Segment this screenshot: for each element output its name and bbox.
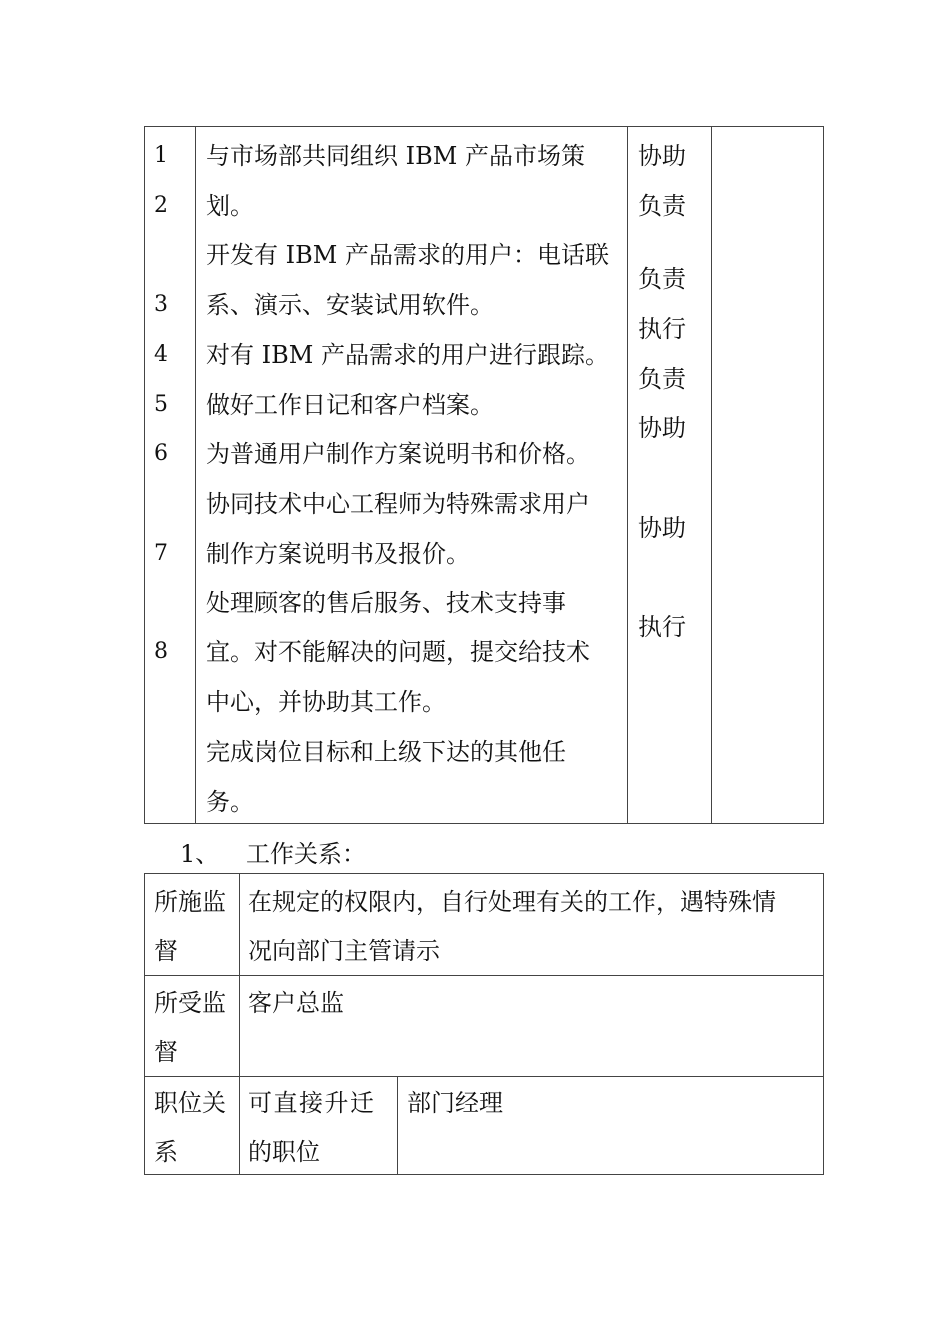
duty-description-line: 对有 IBM 产品需求的用户进行跟踪。	[206, 341, 609, 369]
relation-label: 所受监	[154, 989, 226, 1017]
column-divider	[397, 1076, 398, 1174]
duty-description-line: 协同技术中心工程师为特殊需求用户	[206, 490, 590, 518]
duty-number: 2	[154, 193, 168, 218]
row-divider	[145, 1076, 823, 1077]
relation-sublabel: 可直接升迁	[248, 1089, 376, 1117]
duty-description-line: 宜。对不能解决的问题，提交给技术	[206, 638, 590, 666]
duty-number: 7	[154, 541, 168, 566]
duty-description-line: 制作方案说明书及报价。	[206, 540, 470, 568]
relation-label: 督	[154, 937, 178, 965]
column-divider	[711, 127, 712, 823]
row-divider	[145, 975, 823, 976]
duty-description-line: 务。	[206, 788, 254, 816]
column-divider	[239, 874, 240, 1174]
relation-value: 在规定的权限内，自行处理有关的工作，遇特殊情	[248, 888, 776, 916]
duty-description-line: 划。	[206, 192, 254, 220]
duty-description-line: 处理顾客的售后服务、技术支持事	[206, 589, 566, 617]
column-divider	[195, 127, 196, 823]
section-index: 1、	[180, 840, 220, 868]
duty-number: 4	[154, 342, 168, 367]
section-heading	[180, 832, 366, 876]
relations-table	[144, 873, 824, 1175]
duty-description-line: 开发有 IBM 产品需求的用户：电话联	[206, 241, 609, 269]
relation-sublabel: 的职位	[248, 1138, 320, 1166]
duty-description-line: 完成岗位目标和上级下达的其他任	[206, 738, 566, 766]
duty-role: 负责	[638, 265, 686, 293]
duty-role: 负责	[638, 365, 686, 393]
duty-description-line: 中心，并协助其工作。	[206, 688, 446, 716]
duty-role: 协助	[638, 142, 686, 170]
duty-number: 3	[154, 292, 168, 317]
column-divider	[627, 127, 628, 823]
relation-label: 督	[154, 1038, 178, 1066]
duty-number: 5	[154, 392, 168, 417]
duty-role: 负责	[638, 192, 686, 220]
section-title: 工作关系：	[246, 840, 366, 868]
duty-number: 1	[154, 143, 168, 168]
duty-description-line: 与市场部共同组织 IBM 产品市场策	[206, 142, 585, 170]
relation-value: 客户总监	[248, 989, 344, 1017]
duty-number: 6	[154, 441, 168, 466]
relation-value: 况向部门主管请示	[248, 937, 440, 965]
relation-label: 职位关	[154, 1089, 226, 1117]
relation-value: 部门经理	[407, 1089, 503, 1117]
duties-table	[144, 126, 824, 824]
duty-role: 协助	[638, 414, 686, 442]
duty-description-line: 为普通用户制作方案说明书和价格。	[206, 440, 590, 468]
relation-label: 系	[154, 1138, 178, 1166]
duty-number: 8	[154, 639, 168, 664]
duty-role: 协助	[638, 514, 686, 542]
duty-description-line: 做好工作日记和客户档案。	[206, 391, 494, 419]
relation-label: 所施监	[154, 888, 226, 916]
duty-role: 执行	[638, 613, 686, 641]
duty-description-line: 系、演示、安装试用软件。	[206, 291, 494, 319]
duty-role: 执行	[638, 315, 686, 343]
